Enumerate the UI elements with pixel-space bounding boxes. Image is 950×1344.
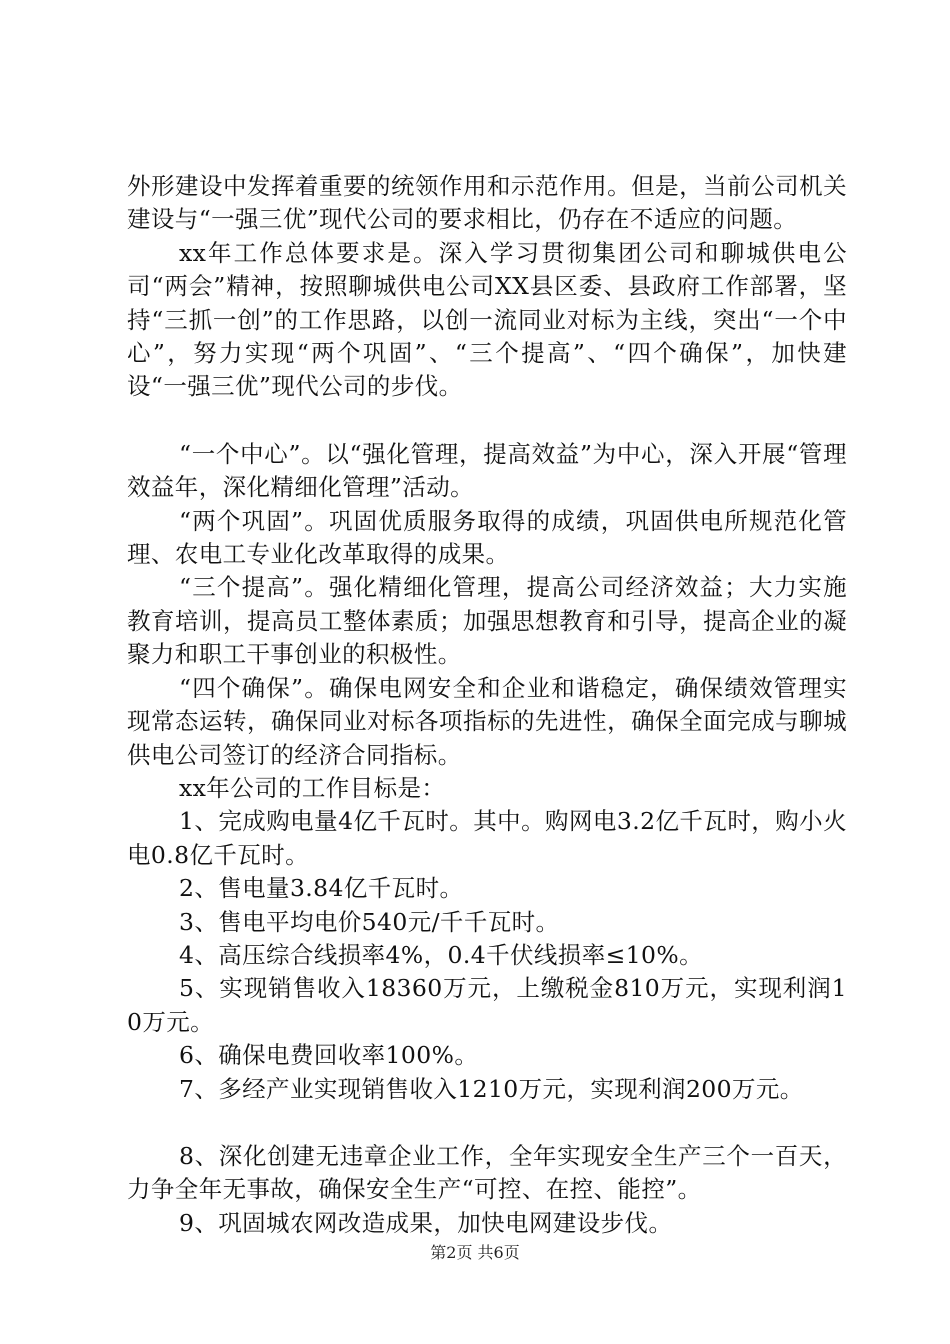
paragraph: 6、确保电费回收率100%。 [179,1041,479,1070]
paragraph: 1、完成购电量4亿千瓦时。其中。购网电3.2亿千瓦时，购小火电0.8亿千瓦时。 [127,807,847,869]
paragraph: xx年公司的工作目标是： [179,773,446,802]
paragraph: “两个巩固”。巩固优质服务取得的成绩，巩固供电所规范化管理、农电工专业化改革取得的成果。 [127,506,847,569]
paragraph: “三个提高”。强化精细化管理，提高公司经济效益；大力实施教育培训，提高员工整体素质；加强思想教育和引导，提高企业的凝聚力和职工干事创业的积极性。 [127,573,847,669]
paragraph: 7、多经产业实现销售收入1210万元，实现利润200万元。 [179,1074,804,1103]
paragraph: xx年工作总体要求是。深入学习贯彻集团公司和聊城供电公司“两会”精神，按照聊城供电公司XX县区委、县政府工作部署，坚持“三抓一创”的工作思路，以创一流同业对标为主线，突出“一个中心”，努力实现“两个巩固”、“三个提高”、“四个确保”，加快建设“一强三优”现代公司的步伐。 [127,238,847,401]
paragraph: 8、深化创建无违章企业工作，全年实现安全生产三个一百天，力争全年无事故，确保安全生产“可控、在控、能控”。 [127,1141,847,1204]
paragraph: “四个确保”。确保电网安全和企业和谐稳定，确保绩效管理实现常态运转，确保同业对标各项指标的先进性，确保全面完成与聊城供电公司签订的经济合同指标。 [127,673,847,769]
paragraph: 2、售电量3.84亿千瓦时。 [179,874,464,903]
paragraph-gap [127,1106,847,1140]
paragraph-gap [127,404,847,438]
paragraph: 3、售电平均电价540元/千千瓦时。 [179,907,560,936]
document-body [127,170,847,1240]
paragraph: 4、高压综合线损率4%，0.4千伏线损率≤10%。 [179,940,704,969]
paragraph: “一个中心”。以“强化管理，提高效益”为中心，深入开展“管理效益年，深化精细化管理”活动。 [127,439,847,502]
paragraph: 5、实现销售收入18360万元，上缴税金810万元，实现利润10万元。 [127,974,847,1036]
paragraph: 9、巩固城农网改造成果，加快电网建设步伐。 [179,1208,673,1237]
paragraph: 外形建设中发挥着重要的统领作用和示范作用。但是，当前公司机关建设与“一强三优”现代公司的要求相比，仍存在不适应的问题。 [127,172,847,234]
page-footer: 第2页 共6页 [430,1243,520,1262]
